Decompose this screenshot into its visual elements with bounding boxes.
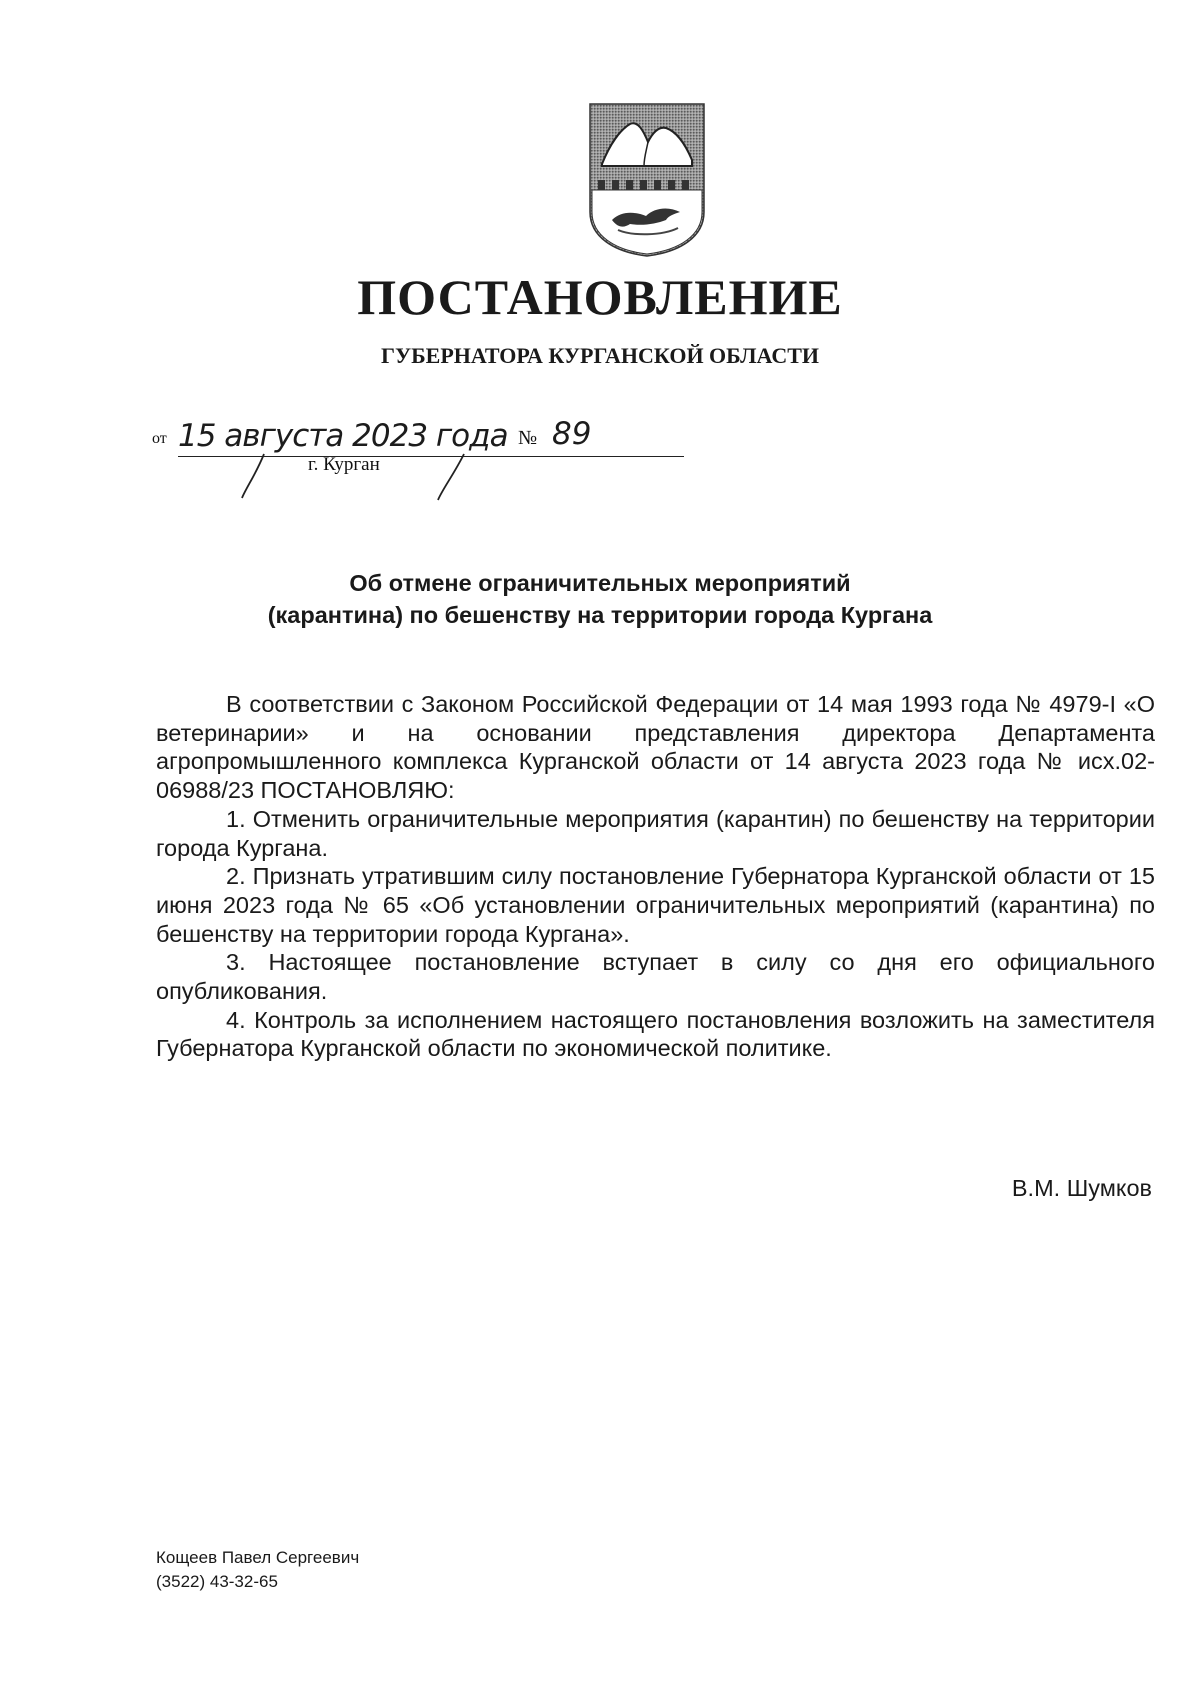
preamble-paragraph: В соответствии с Законом Российской Федерации от 14 мая 1993 года № 4979-I «О ветеринарии» и на основании представления директора Департамента агропромышленного комплекса Курганской области от 14 августа 2023 года № исх.02-06988/23 ПОСТАНОВЛЯЮ: <box>156 691 1155 804</box>
date-number-block <box>152 418 652 508</box>
handwritten-date: 15 августа 2023 года <box>178 418 508 454</box>
handwriting-strokes-icon <box>152 418 652 508</box>
document-body <box>156 690 1155 1063</box>
number-label: № <box>518 427 538 449</box>
document-type-heading: ПОСТАНОВЛЕНИЕ <box>357 269 843 325</box>
contact-block <box>156 1546 359 1594</box>
contact-name: Кощеев Павел Сергеевич <box>156 1548 360 1567</box>
coat-of-arms-icon <box>588 102 706 258</box>
contact-phone: (3522) 43-32-65 <box>156 1572 278 1591</box>
date-prefix: от <box>152 430 167 447</box>
city-label: г. Курган <box>308 454 380 475</box>
resolution-item-4: 4. Контроль за исполнением настоящего постановления возложить на заместителя Губернатора Курганской области по экономической политике. <box>156 1006 1155 1062</box>
document-title <box>0 567 1200 631</box>
issuer-heading: ГУБЕРНАТОРА КУРГАНСКОЙ ОБЛАСТИ <box>380 343 820 368</box>
resolution-item-3: 3. Настоящее постановление вступает в силу со дня его официального опубликования. <box>156 949 1155 1005</box>
title-line-1: Об отмене ограничительных мероприятий <box>349 570 851 596</box>
handwritten-number: 89 <box>552 416 592 452</box>
title-line-2: (карантина) по бешенству на территории города Кургана <box>267 602 933 628</box>
resolution-item-1: 1. Отменить ограничительные мероприятия (карантин) по бешенству на территории города Кургана. <box>156 805 1155 861</box>
signatory-name: В.М. Шумков <box>1011 1175 1152 1201</box>
resolution-item-2: 2. Признать утратившим силу постановление Губернатора Курганской области от 15 июня 2023 года № 65 «Об установлении ограничительных мероприятий (карантина) по бешенству на территории города Кургана». <box>156 863 1155 947</box>
